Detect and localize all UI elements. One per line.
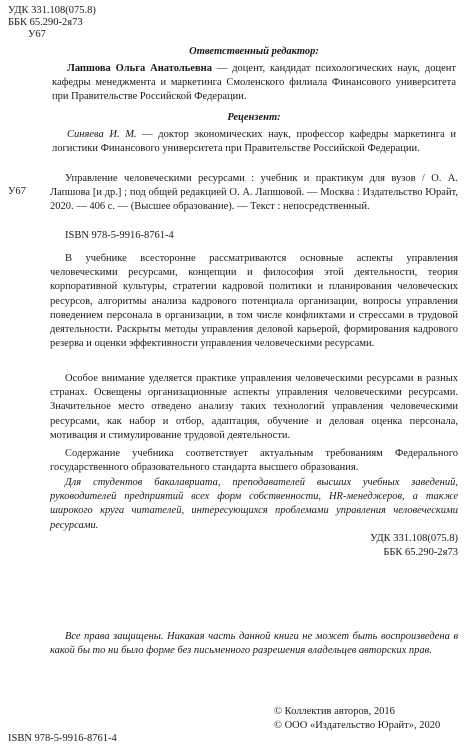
abstract-paragraph-3: Содержание учебника соответствует актуальным требованиям Федерального государственного образовательного стандарта высшего образования. bbox=[50, 448, 458, 474]
bbk-code-right: ББК 65.290-2я73 bbox=[383, 547, 458, 559]
copyright-block bbox=[274, 705, 440, 734]
author-mark: У67 bbox=[28, 29, 46, 40]
reviewer-description: — доктор экономических наук, профессор кафедры маркетинга и логистики Финансового университета при Правительстве Российской Федерации. bbox=[52, 129, 456, 155]
reviewer-info bbox=[52, 128, 456, 156]
footer-isbn: ISBN 978-5-9916-8761-4 bbox=[8, 733, 117, 744]
rights-notice: Все права защищены. Никакая часть данной книги не может быть воспроизведена в какой бы то ни было форме без письменного разрешения владельцев авторских прав. bbox=[50, 631, 458, 657]
abstract-paragraph-2: Особое внимание уделяется практике управления человеческими ресурсами в разных странах. Освещены организационные аспекты управления человеческими ресурсами. Значительное место отведено анализу таких технологий управления человеческими ресурсами, как набор и отбор, адаптация, обучение и деловая оценка персонала, мотивация и стимулирование трудовой деятельности. bbox=[50, 373, 458, 441]
editor-affiliation: кафедры менеджмента и маркетинга Смоленского филиала Финансового университета при Правительстве Российской Федерации. bbox=[52, 77, 456, 103]
reviewer-name: Синяева И. М. bbox=[67, 129, 137, 140]
copyright-publisher: © ООО «Издательство Юрайт», 2020 bbox=[274, 720, 441, 732]
bbk-code: ББК 65.290-2я73 bbox=[8, 17, 83, 28]
editor-heading: Ответственный редактор: bbox=[189, 46, 319, 57]
catalog-author-mark: У67 bbox=[8, 186, 26, 197]
editor-name: Лапшова Ольга Анатольевна bbox=[67, 63, 212, 74]
top-classification bbox=[8, 5, 96, 41]
catalog-entry: Управление человеческими ресурсами : учебник и практикум для вузов / О. А. Лапшова [и др.] ; под общей редакцией О. А. Лапшовой. — Москва : Издательство Юрайт, 2020. — 406 с. — (Высшее образование). — Текст : непосредственный. bbox=[50, 173, 458, 213]
classification-block bbox=[370, 532, 458, 560]
target-audience: Для студентов бакалавриата, преподавателей высших учебных заведений, руководителей предприятий всех форм собственности, HR-менеджеров, а также широкого круга читателей, интересующихся проблемами управления человеческими ресурсами. bbox=[50, 477, 458, 531]
editor-title: — доцент, кандидат психологических наук, доцент bbox=[211, 63, 456, 74]
udk-code: УДК 331.108(075.8) bbox=[8, 5, 96, 16]
editor-info bbox=[52, 62, 456, 105]
abstract-paragraph-1: В учебнике всесторонне рассматриваются основные аспекты управления человеческими ресурсами, концепции и философия этой деятельности, теория корпоративной культуры, стратегии кадровой политики и планирования человеческих ресурсов, алгоритмы анализа кадрового потенциала организации, вопросы управления поведением персонала в организации, в том числе конфликтами и стрессами в трудовой деятельности. Раскрыты методы управления деловой карьерой, формирования кадрового резерва и оценки эффективности управления человеческими ресурсами. bbox=[50, 253, 458, 350]
catalog-isbn: ISBN 978-5-9916-8761-4 bbox=[65, 230, 174, 241]
reviewer-heading: Рецензент: bbox=[227, 112, 281, 123]
copyright-authors: © Коллектив авторов, 2016 bbox=[274, 706, 395, 717]
udk-code-right: УДК 331.108(075.8) bbox=[370, 533, 458, 544]
